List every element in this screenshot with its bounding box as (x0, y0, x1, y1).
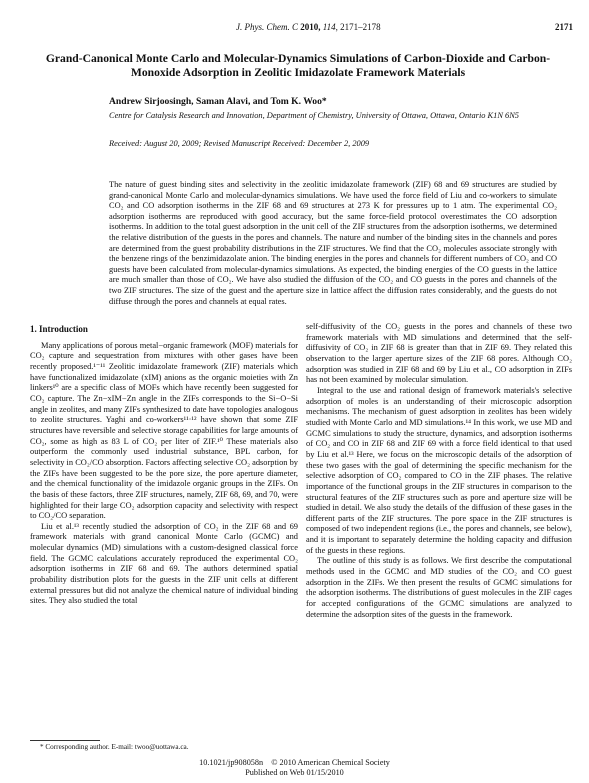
paragraph: Liu et al.¹³ recently studied the adsorption of CO₂ in the ZIF 68 and 69 framework materials with grand canonical Monte Carlo (GCMC) and molecular dynamics (MD) simulations with a custom-designed classical force field. The GCMC calculations accurately reproduced the experimental CO₂ adsorption isotherms in ZIF 68 and 69. The authors determined spatial probability distribution plots for the guests in the ZIF unit cells at different external pressures but did not analyze the chemical nature of individual binding sites. They also studied the total (30, 521, 298, 606)
abstract: The nature of guest binding sites and selectivity in the zeolitic imidazolate framework (ZIF) 68 and 69 structures are studied by grand-canonical Monte Carlo and molecular-dynamics simulations. We have used the force field of Liu and co-workers to simulate CO₂ and CO adsorption isotherms in the ZIF 68 and 69 structures at 273 K for pressures up to 1 atm. The experimental CO₂ adsorption isotherms are reproduced with good accuracy, but the same force-field protocol overestimates the CO adsorption isotherms. In addition to the total guest adsorption in the unit cell of the ZIF structures from the adsorption isotherms, we determined the relative distribution of the guests in the pores and channels. The nature and number of the binding sites in the channels and pores are determined from the guest probability distributions in the ZIF structures. We find that the CO₂ molecules associate strongly with the benzene rings of the benzimidazolate anion. The binding energies in the pores and channels for different numbers of CO₂ and CO guests have been calculated from molecular-dynamics simulations. As expected, the binding energies of the CO guests in the lattice are much smaller than those of CO₂. We have also studied the diffusion of the CO₂ and CO guests in the pores and channels of the two ZIF structures. The size of the guest and the aperture size in lattice affect the diffusion rates considerably, and the guests do not diffuse through the pores and channels at equal rates. (109, 180, 557, 306)
paragraph: Many applications of porous metal−organic framework (MOF) materials for CO₂ capture and sequestration from mixtures with other gases have been recently proposed.¹⁻¹¹ Zeolitic imidazolate framework (ZIF) materials which have functionalized imidazolate (xIM) anions as the organic moieties with Zn linkers¹⁰ are a specific class of MOFs which have recently been suggested for CO₂ capture. The Zn−xIM−Zn angle in the ZIFs corresponds to the Si−O−Si angle in zeolites, and many ZIFs synthesized to date have topologies analogous to zeolite structures. Yaghi and co-workers¹¹·¹² have shown that some ZIF structures have reversible and selective storage capabilities for large amounts of CO₂, some as high as 83 L of CO₂ per liter of ZIF.¹⁰ These materials also outperform the commonly used industrial substance, BPL carbon, for selectivity in CO₂/CO absorption. Factors affecting selective CO₂ adsorption by the ZIFs have been suggested to be the pore size, the pore aperture diameter, and the chemical functionality of the imidazole organic groups in the ZIFs. On the basis of these factors, three ZIF structures, namely, ZIF 68, 69, and 70, were highlighted for their large CO₂ adsorption capacity and selectivity with respect to CO₂/CO separation. (30, 340, 298, 521)
author-list: Andrew Sirjoosingh, Saman Alavi, and Tom K. Woo* (109, 96, 327, 107)
paragraph: Integral to the use and rational design of framework materials's selective adsorption of moles is an understanding of their microscopic adsorption mechanisms. The mechanism of guest adsorption in zeolites has been widely studied with Monte Carlo and MD simulations.¹⁴ In this work, we use MD and GCMC simulations to study the structure, dynamics, and adsorption isotherms of CO₂ and CO in ZIF 68 and ZIF 69 with a force field identical to that used by Liu et al.¹³ Here, we focus on the microscopic details of the adsorption of these two gases with the goal of determining the specific mechanism for the selective adsorption of CO₂ compared to CO in the ZIF phases. The relative importance of the functional groups in the ZIF structures in comparison to the structural features of the ZIF structures such as pore and aperture size will be studied in detail. We also study the details of the diffusion of these gases in the different parts of the ZIF structures. The pore space in the ZIF structures is composed of two independent regions (i.e., the pores and channels, see below), and it is important to separately determine the holding capacity and diffusion of the guests in these regions. (306, 385, 572, 555)
affiliation: Centre for Catalysis Research and Innovation, Department of Chemistry, University of Ottawa, Ottawa, Ontario K1N 6N5 (109, 111, 519, 120)
journal-pages: 2171–2178 (340, 22, 381, 32)
journal-year: 2010, (300, 22, 321, 32)
paragraph: self-diffusivity of the CO₂ guests in the pores and channels of these two framework materials with MD simulations and determined that the self-diffusivity of CO₂ in ZIF 68 is greater than that in ZIF 69. They related this observation to the larger aperture sizes of the ZIF 68 pores. Although CO₂ adsorption was studied in ZIF 68 and 69 by Liu et al., CO adsorption in ZIFs has not been examined by molecular simulation. (306, 322, 572, 385)
received-dates: Received: August 20, 2009; Revised Manuscript Received: December 2, 2009 (109, 139, 370, 148)
left-column (30, 324, 298, 607)
page-number: 2171 (555, 22, 573, 32)
section-heading-introduction: 1. Introduction (30, 324, 88, 334)
doi[interactable]: 10.1021/jp908058n (199, 758, 264, 767)
copyright: © 2010 American Chemical Society (271, 758, 390, 767)
journal-volume: 114, (322, 22, 338, 32)
running-head-citation (236, 22, 381, 32)
article-title: Grand-Canonical Monte Carlo and Molecular-Dynamics Simulations of Carbon-Dioxide and Carbon-Monoxide Adsorption in Zeolitic Imidazolate Framework Materials (45, 52, 551, 79)
publication-date: Published on Web 01/15/2010 (245, 767, 344, 777)
paragraph: The outline of this study is as follows. We first describe the computational methods used in the GCMC and MD studies of the CO₂ and CO guest adsorption in the ZIFs. We then present the results of GCMC simulations for the adsorption isotherms. The distributions of guest molecules in the ZIF cages for accepted configurations of the GCMC simulations are analyzed to determine the adsorption sites of the guests in the framework. (306, 556, 572, 619)
journal-name: J. Phys. Chem. C (236, 22, 298, 32)
right-column (306, 322, 572, 620)
corresponding-author-footnote: * Corresponding author. E-mail: twoo@uottawa.ca. (40, 743, 189, 751)
page-footer (0, 758, 589, 777)
footnote-divider (30, 740, 100, 741)
